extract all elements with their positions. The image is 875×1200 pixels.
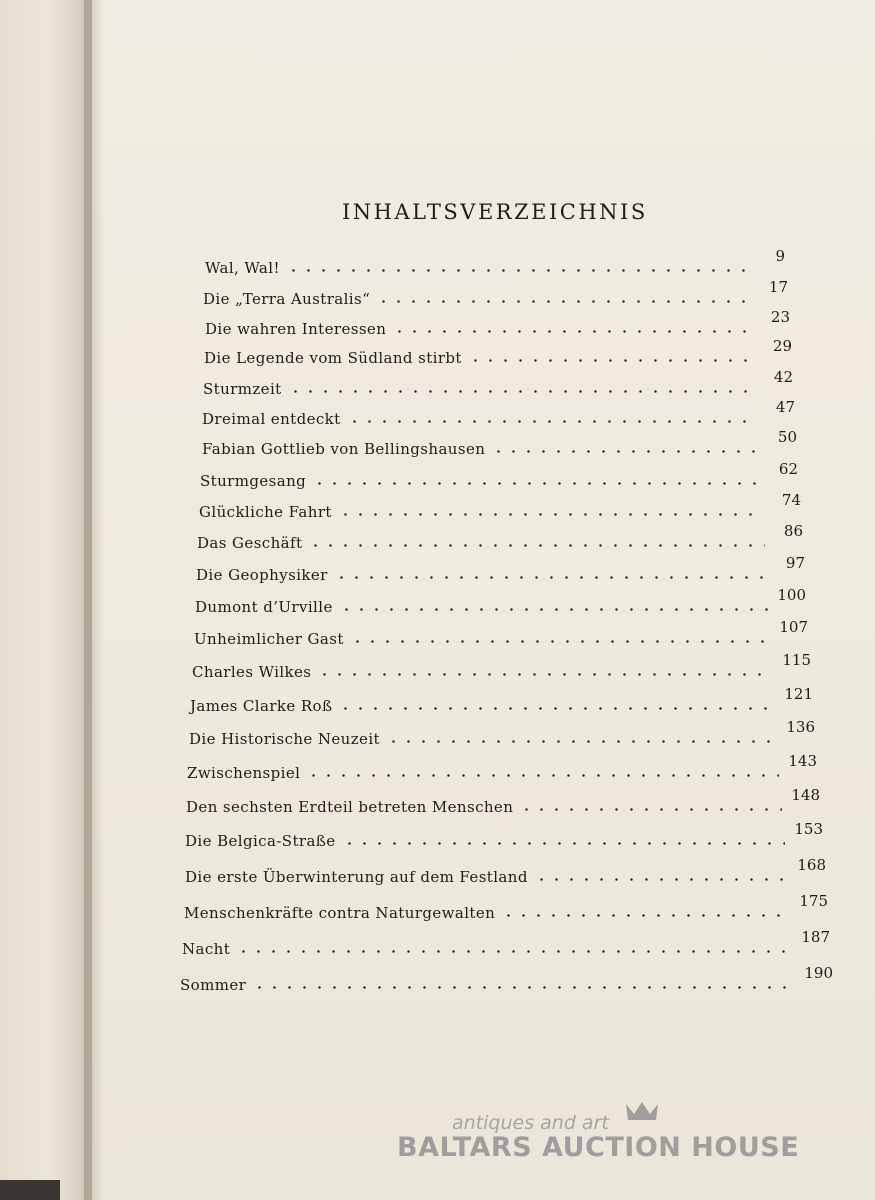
toc-entry [203, 368, 793, 398]
toc-entry-page-number: 47 [775, 398, 795, 416]
toc-entry-page-number: 143 [788, 752, 817, 770]
dot-leader [306, 774, 779, 777]
toc-entry [190, 685, 813, 715]
dot-leader [339, 608, 768, 611]
dot-leader [347, 420, 757, 423]
toc-entry-page-number: 97 [785, 554, 805, 572]
dot-leader [286, 269, 747, 272]
toc-entry-page-number: 168 [797, 856, 826, 874]
toc-entry-page-number: 100 [777, 586, 806, 604]
dot-leader [491, 450, 759, 453]
toc-entry [182, 928, 830, 958]
toc-entry-page-number: 42 [773, 368, 793, 386]
toc-entry [202, 428, 797, 458]
toc-entry [196, 554, 805, 584]
toc-entry-page-number: 17 [768, 278, 788, 296]
dot-leader [468, 359, 754, 362]
toc-entry-title: Dreimal entdeckt [202, 410, 341, 428]
toc-entry-title: Charles Wilkes [192, 663, 312, 681]
toc-entry [199, 491, 801, 521]
toc-entry-page-number: 29 [772, 337, 792, 355]
toc-entry-page-number: 74 [781, 491, 801, 509]
toc-entry [202, 398, 795, 428]
toc-entry-title: Die Historische Neuzeit [189, 730, 380, 748]
toc-entry-page-number: 115 [782, 651, 811, 669]
toc-entry-title: Wal, Wal! [205, 259, 280, 277]
dot-leader [317, 673, 773, 676]
dot-leader [338, 707, 775, 710]
toc-entry-title: Glückliche Fahrt [199, 503, 332, 521]
toc-entry-title: Nacht [182, 940, 231, 958]
dot-leader [288, 390, 755, 393]
toc-entry-title: Unheimlicher Gast [194, 630, 344, 648]
toc-entry-title: Sturmgesang [200, 472, 307, 490]
toc-entry [184, 892, 828, 922]
dot-leader [312, 482, 760, 485]
dot-leader [534, 878, 788, 881]
toc-entry-title: Die Geophysiker [196, 566, 328, 584]
toc-entry-page-number: 86 [783, 522, 803, 540]
toc-entry-page-number: 107 [779, 618, 808, 636]
toc-entry-title: Sturmzeit [203, 380, 282, 398]
toc-entry [204, 337, 792, 367]
toc-entry-title: Fabian Gottlieb von Bellingshausen [202, 440, 486, 458]
dot-leader [519, 808, 782, 811]
toc-entry [186, 786, 820, 816]
toc-entry-title: Sommer [180, 976, 247, 994]
toc-entry-page-number: 136 [786, 718, 815, 736]
dot-leader [252, 986, 795, 989]
toc-entry-page-number: 9 [775, 247, 785, 265]
dot-leader [338, 513, 763, 516]
toc-entry-title: Das Geschäft [197, 534, 303, 552]
toc-entry-title: Den sechsten Erdteil betreten Menschen [186, 798, 514, 816]
crown-icon [620, 1100, 664, 1166]
toc-entry [189, 718, 815, 748]
dot-leader [334, 576, 767, 579]
dot-leader [308, 544, 765, 547]
toc-entry [200, 460, 798, 490]
page-title: INHALTSVERZEICHNIS [342, 200, 648, 224]
toc-entry-page-number: 190 [804, 964, 833, 982]
toc-entry [194, 618, 808, 648]
toc-entry [205, 308, 790, 338]
toc-entry-page-number: 153 [794, 820, 823, 838]
toc-entry-title: Die erste Überwinterung auf dem Festland [185, 868, 528, 886]
toc-entry-title: Die wahren Interessen [205, 320, 387, 338]
toc-entry-title: Die Legende vom Südland stirbt [204, 349, 462, 367]
dot-leader [386, 740, 777, 743]
toc-entry [205, 247, 785, 277]
toc-entry-title: James Clarke Roß [190, 697, 333, 715]
toc-entry [187, 752, 817, 782]
toc-entry [185, 820, 823, 850]
toc-entry-page-number: 148 [791, 786, 820, 804]
watermark-brand: BALTARS AUCTION HOUSE [397, 1132, 800, 1163]
toc-entry [197, 522, 803, 552]
toc-entry-title: Dumont d’Urville [195, 598, 333, 616]
toc-entry-page-number: 187 [801, 928, 830, 946]
toc-entry [195, 586, 806, 616]
toc-entry-page-number: 121 [784, 685, 813, 703]
dot-leader [501, 914, 790, 917]
toc-entry-page-number: 62 [778, 460, 798, 478]
dot-leader [236, 950, 792, 953]
dot-leader [342, 842, 786, 845]
toc-entry [203, 278, 788, 308]
toc-entry-page-number: 175 [799, 892, 828, 910]
dot-leader [376, 300, 750, 303]
dot-leader [350, 640, 770, 643]
toc-entry-title: Die „Terra Australis“ [203, 290, 371, 308]
toc-entry-page-number: 50 [777, 428, 797, 446]
toc-entry [192, 651, 811, 681]
watermark-tagline: antiques and art [452, 1112, 609, 1134]
toc-entry [185, 856, 826, 886]
toc-entry-title: Die Belgica-Straße [185, 832, 336, 850]
toc-entry-page-number: 23 [770, 308, 790, 326]
toc-entry-title: Zwischenspiel [187, 764, 301, 782]
dot-leader [392, 330, 752, 333]
toc-entry [180, 964, 833, 994]
toc-entry-title: Menschenkräfte contra Naturgewalten [184, 904, 496, 922]
